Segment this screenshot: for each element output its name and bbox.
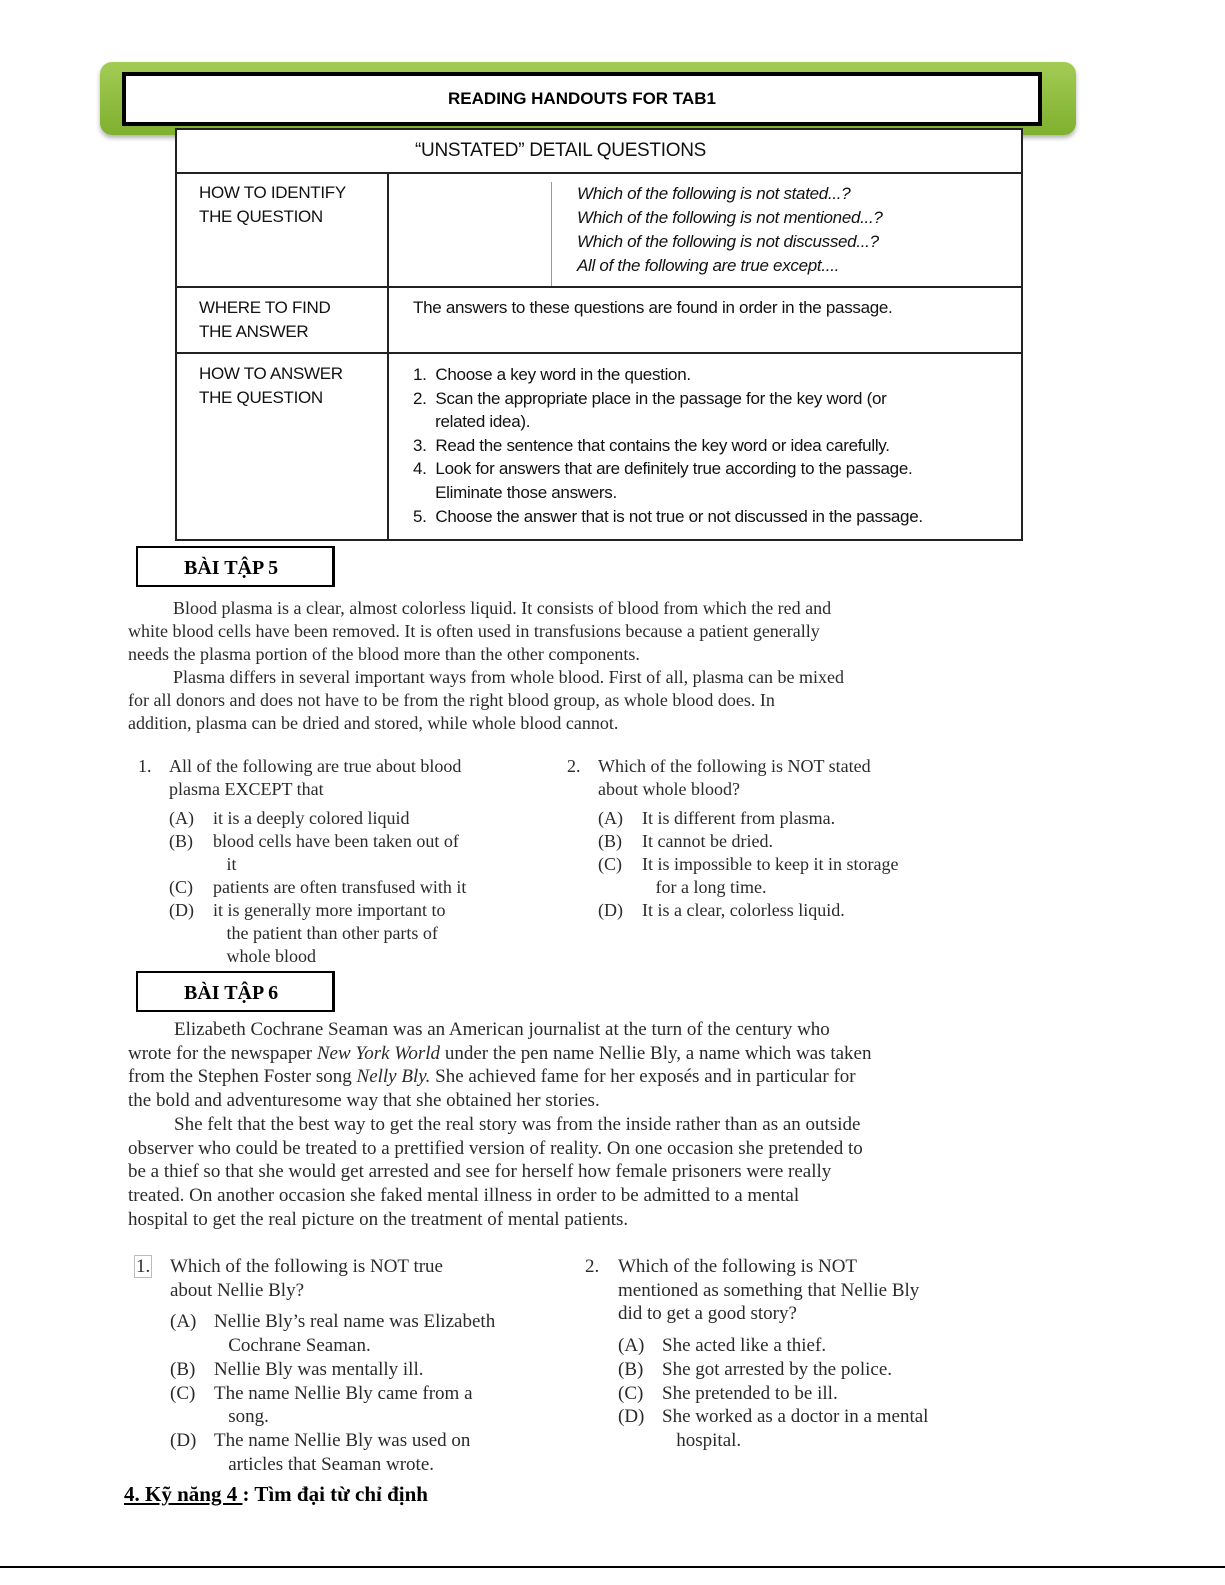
option-text: hospital.	[662, 1429, 742, 1451]
option-text: It is impossible to keep it in storage	[642, 854, 899, 874]
answer-option	[169, 899, 466, 922]
answer-option	[598, 899, 898, 922]
option-letter: (C)	[170, 1382, 196, 1404]
option-letter: (C)	[618, 1382, 644, 1404]
exercise-5-label: BÀI TẬP 5	[136, 546, 335, 587]
option-text: for a long time.	[642, 877, 767, 897]
option-letter: (D)	[598, 900, 623, 920]
exercise-6-passage: Elizabeth Cochrane Seaman was an American journalist at the turn of the century who wrote for the newspaper New York World under the pen name Nellie Bly, a name which was taken from the Stephen Foster song Nelly Bly. She achieved fame for her exposés and in particular for the bold and adventuresome way that she obtained her stories. She felt that the best way to get the real story was from the inside rather than as an outside observer who could be treated to a prettified version of reality. On one occasion she pretended to be a thief so that she would get arrested and see for herself how female prisoners were really treated. On another occasion she faked mental illness in order to be admitted to a mental hospital to get the real picture on the treatment of mental patients.	[128, 1019, 872, 1230]
option-text: The name Nellie Bly came from a	[214, 1382, 473, 1404]
option-letter: (B)	[170, 1358, 196, 1380]
option-text: It cannot be dried.	[642, 831, 773, 851]
answer-option	[170, 1429, 495, 1453]
answer-option	[170, 1453, 495, 1477]
answer-option	[170, 1334, 495, 1358]
answer-option	[170, 1405, 495, 1429]
option-letter	[598, 876, 642, 899]
answer-option	[598, 853, 898, 876]
exercise-5-question-2: 2. Which of the following is NOT stated about whole blood? (A) It is different from plasma. (B) It cannot be dried. (C) It is impossible to keep it in storage for a long time. (D) It is a clear, colorless liquid.	[567, 756, 899, 920]
option-text: She worked as a doctor in a mental	[662, 1406, 929, 1428]
option-text: She got arrested by the police.	[662, 1358, 893, 1380]
row-label: WHERE TO FIND THE ANSWER	[199, 298, 331, 341]
option-letter	[170, 1453, 214, 1477]
how-to-answer-steps: 1. Choose a key word in the question. 2. Scan the appropriate place in the passage for the key word (or related idea). 3. Read the sentence that contains the key word or idea carefully. 4. Look for answers that are definitely true according to the passage. Eliminate those answers. 5. Choose the answer that is not true or not discussed in the passage.	[413, 365, 923, 526]
option-text: Nellie Bly’s real name was Elizabeth	[214, 1311, 496, 1333]
option-letter: (D)	[618, 1406, 645, 1428]
option-letter: (A)	[598, 808, 623, 828]
row-label: HOW TO IDENTIFY THE QUESTION	[199, 183, 346, 226]
section-4-number: 4. Kỹ năng 4	[124, 1482, 243, 1506]
option-letter	[169, 922, 213, 945]
answer-option	[618, 1358, 928, 1382]
option-letter	[170, 1405, 214, 1429]
option-text: Cochrane Seaman.	[214, 1335, 371, 1357]
option-letter	[618, 1429, 662, 1453]
option-text: It is different from plasma.	[642, 808, 836, 828]
option-text: articles that Seaman wrote.	[214, 1453, 435, 1475]
option-text: the patient than other parts of	[213, 923, 438, 943]
option-text: The name Nellie Bly was used on	[214, 1429, 471, 1451]
option-text: it	[213, 854, 237, 874]
option-text: it is generally more important to	[213, 900, 446, 920]
option-letter: (B)	[618, 1358, 644, 1380]
answer-option	[170, 1382, 495, 1406]
answer-option	[618, 1382, 928, 1406]
exercise-6-label: BÀI TẬP 6	[136, 971, 335, 1012]
option-letter: (B)	[169, 831, 193, 851]
answer-option	[169, 807, 466, 830]
answer-option	[618, 1405, 928, 1429]
option-letter: (C)	[598, 854, 622, 874]
option-text: Nellie Bly was mentally ill.	[214, 1358, 424, 1380]
option-letter: (A)	[169, 808, 194, 828]
option-text: blood cells have been taken out of	[213, 831, 459, 851]
option-text: patients are often transfused with it	[213, 877, 467, 897]
where-to-find-text: The answers to these questions are found in order in the passage.	[413, 298, 893, 317]
page-bottom-rule	[0, 1566, 1225, 1568]
exercise-5-question-1: 1. All of the following are true about blood plasma EXCEPT that (A) it is a deeply colored liquid (B) blood cells have been taken out of it (C) patients are often transfused with it (D) it is generally more important to the patient than other parts of whole blood	[138, 756, 467, 966]
option-text: whole blood	[213, 946, 316, 966]
option-letter: (B)	[598, 831, 622, 851]
page-title: READING HANDOUTS FOR TAB1	[122, 72, 1042, 126]
answer-option	[618, 1429, 928, 1453]
exercise-5-passage: Blood plasma is a clear, almost colorless liquid. It consists of blood from which the red and white blood cells have been removed. It is often used in transfusions because a patient generally needs the plasma portion of the blood more than the other components. Plasma differs in several important ways from whole blood. First of all, plasma can be mixed for all donors and does not have to be from the right blood group, as whole blood does. In addition, plasma can be dried and stored, while whole blood cannot.	[128, 598, 845, 733]
answer-option	[169, 853, 466, 876]
option-letter: (C)	[169, 877, 193, 897]
answer-option	[169, 830, 466, 853]
option-letter	[169, 853, 213, 876]
option-text: She pretended to be ill.	[662, 1382, 838, 1404]
section-4-title: : Tìm đại từ chỉ định	[242, 1482, 428, 1506]
answer-option	[598, 830, 898, 853]
unstated-detail-table	[175, 128, 1023, 541]
answer-option	[169, 945, 466, 968]
table-title: “UNSTATED” DETAIL QUESTIONS	[415, 140, 706, 161]
option-letter: (A)	[618, 1335, 645, 1357]
answer-option	[598, 807, 898, 830]
answer-option	[598, 876, 898, 899]
row-label: HOW TO ANSWER THE QUESTION	[199, 364, 343, 407]
exercise-6-question-1: 1. Which of the following is NOT true about Nellie Bly? (A) Nellie Bly’s real name was Elizabeth Cochrane Seaman. (B) Nellie Bly was mentally ill. (C) The name Nellie Bly came from a song. (D) The name Nellie Bly was used on articles that Seaman wrote.	[136, 1256, 496, 1475]
option-letter: (D)	[170, 1429, 197, 1451]
answer-option	[618, 1334, 928, 1358]
option-text: It is a clear, colorless liquid.	[642, 900, 845, 920]
answer-option	[169, 876, 466, 899]
answer-option	[169, 922, 466, 945]
option-letter	[170, 1334, 214, 1358]
option-letter: (D)	[169, 900, 194, 920]
answer-option	[170, 1358, 495, 1382]
option-letter: (A)	[170, 1311, 197, 1333]
answer-option	[170, 1310, 495, 1334]
option-text: it is a deeply colored liquid	[213, 808, 410, 828]
option-text: song.	[214, 1406, 269, 1428]
identify-examples: Which of the following is not stated...? Which of the following is not mentioned...? Which of the following is not discussed...? All of the following are true except....	[577, 184, 883, 275]
exercise-6-question-2: 2. Which of the following is NOT mentioned as something that Nellie Bly did to get a good story? (A) She acted like a thief. (B) She got arrested by the police. (C) She pretended to be ill. (D) She worked as a doctor in a mental hospital.	[585, 1256, 929, 1451]
section-4-heading	[124, 1482, 428, 1507]
option-letter	[169, 945, 213, 968]
option-text: She acted like a thief.	[662, 1335, 827, 1357]
